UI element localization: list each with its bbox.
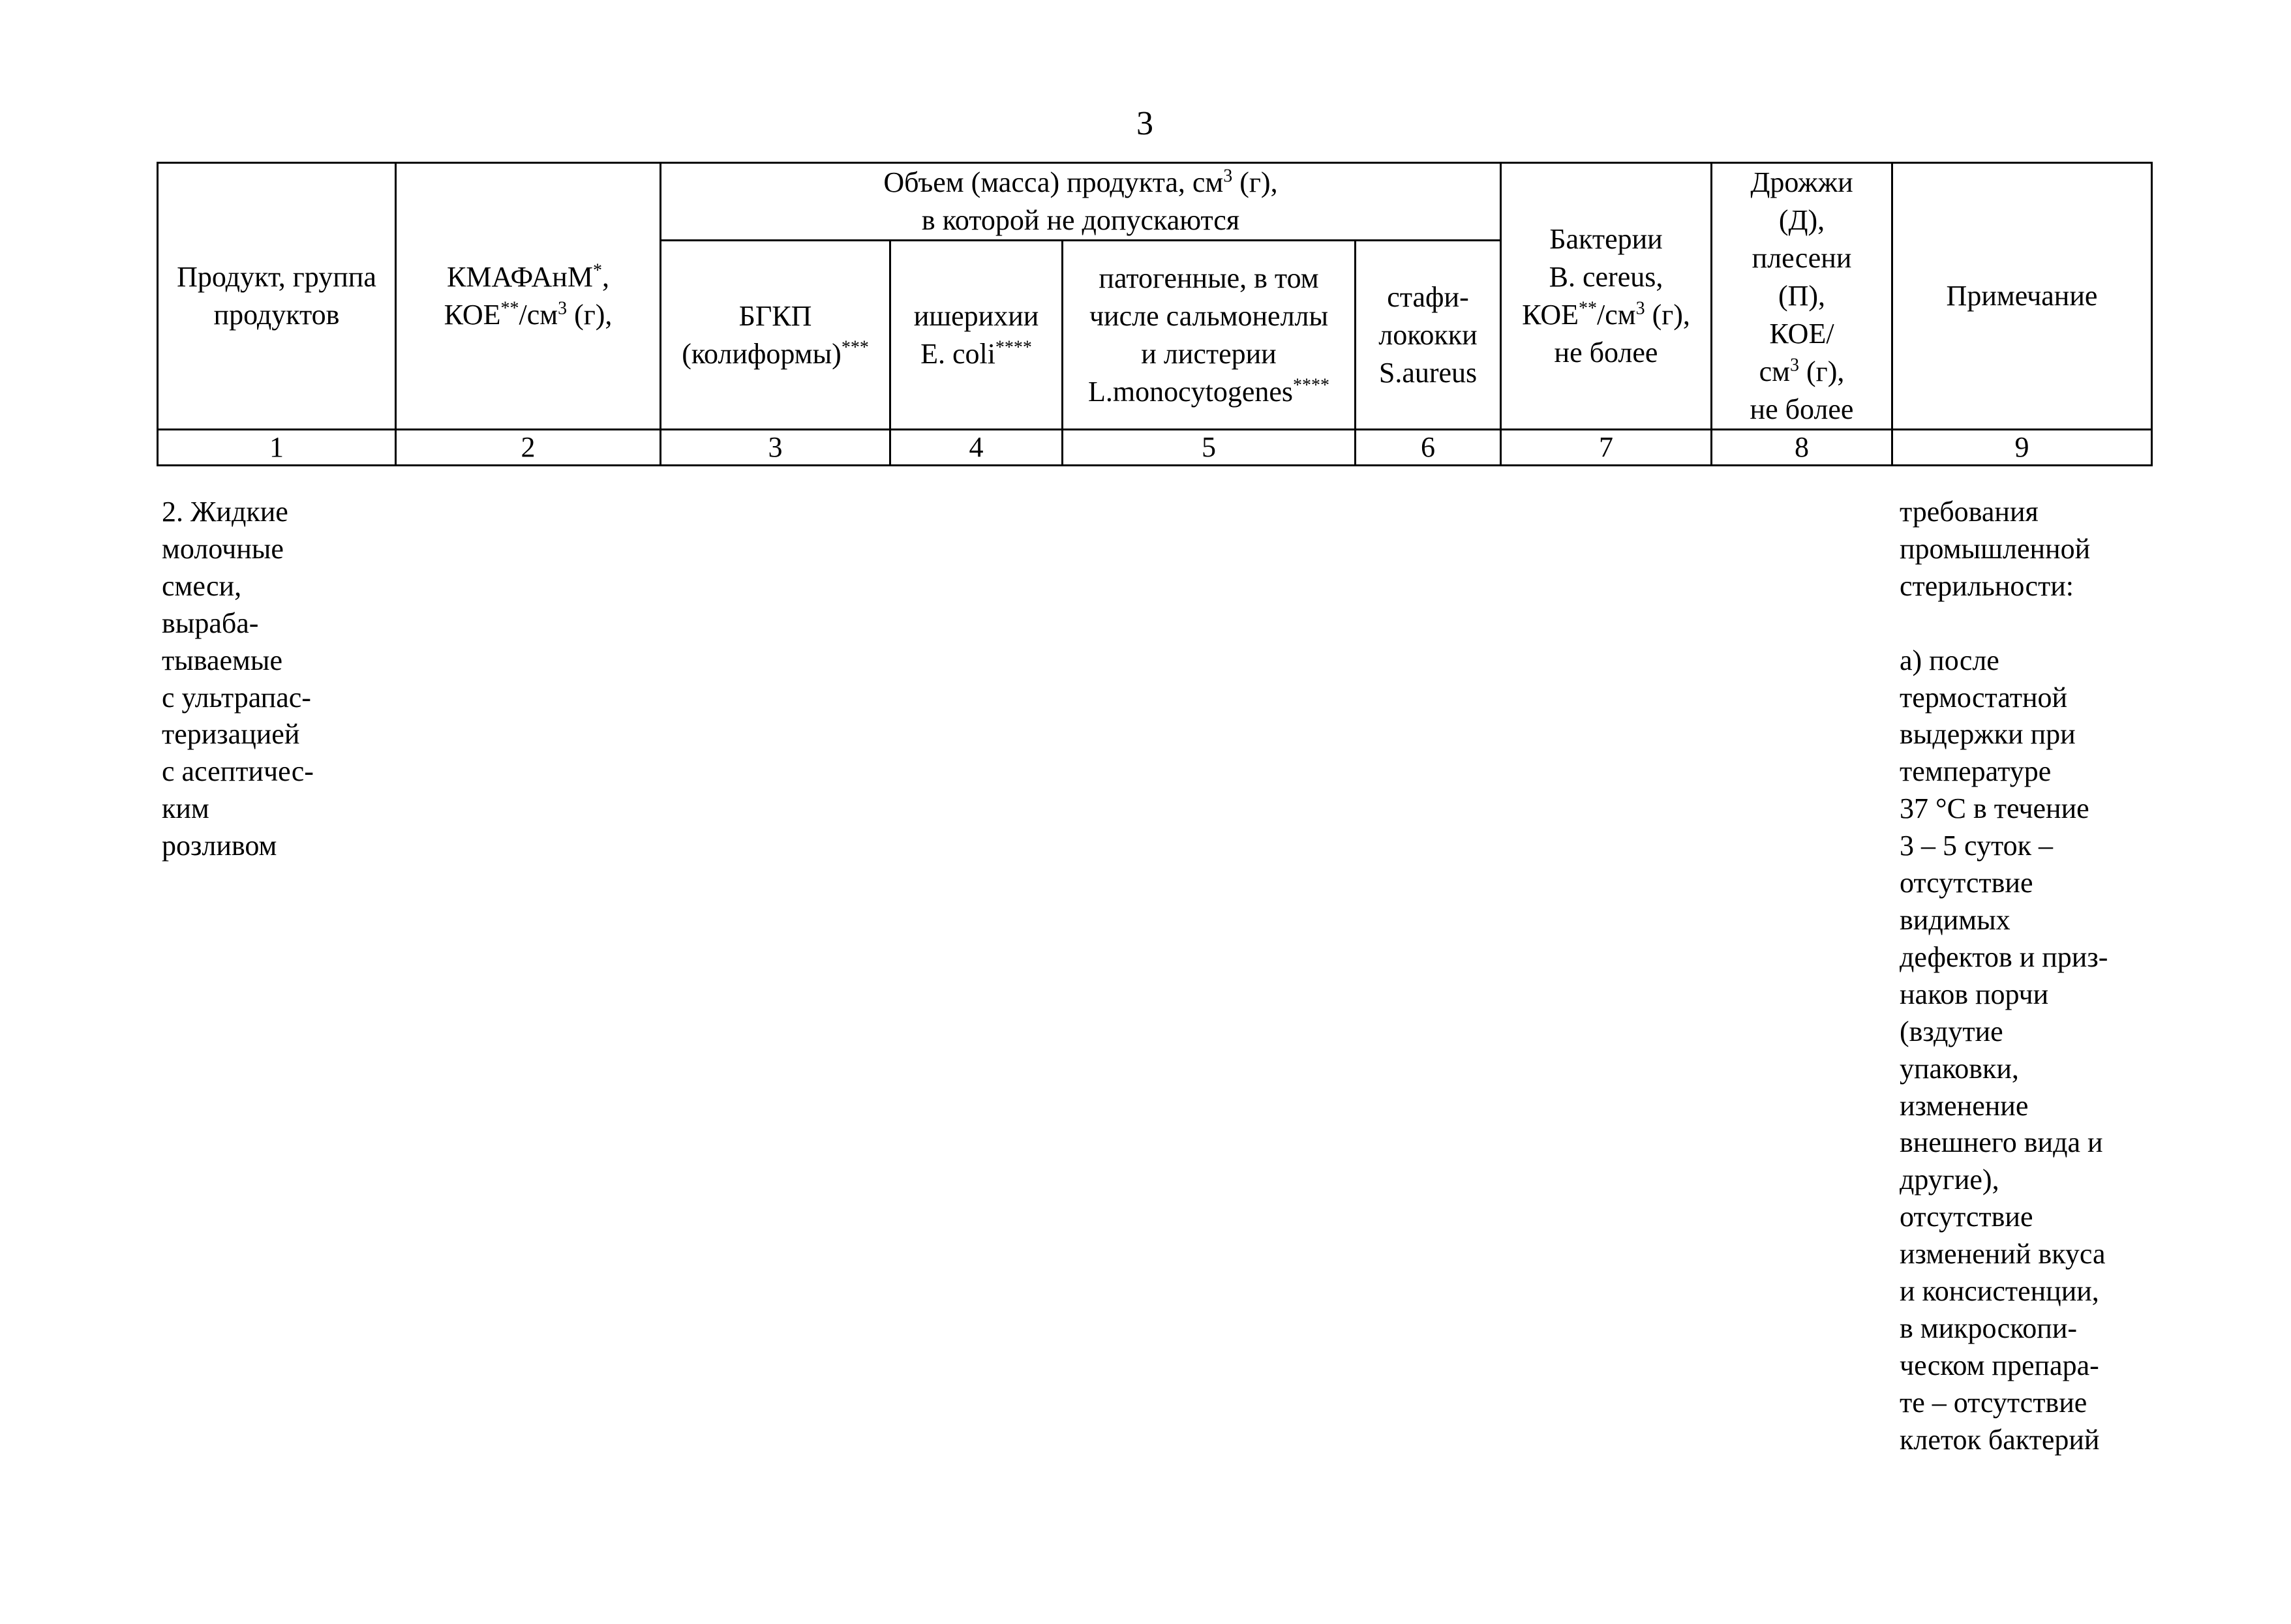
pathogens-line4 xyxy=(1065,373,1353,411)
volume-exponent: 3 xyxy=(1223,166,1233,187)
volume-line1-a: Объем (масса) продукта, см xyxy=(883,166,1224,198)
page-number: 3 xyxy=(1136,105,1153,142)
staph-line3: S.aureus xyxy=(1378,356,1478,389)
yeasts-line4: (П), xyxy=(1778,280,1826,312)
yeasts-unit-exponent: 3 xyxy=(1790,355,1799,376)
row-note-line: изменений вкуса xyxy=(1900,1238,2106,1271)
row-product-line: смеси, xyxy=(162,569,242,602)
column-number: 7 xyxy=(1501,430,1712,466)
yeasts-line7: не более xyxy=(1750,393,1854,425)
row-product-line: теризацией xyxy=(162,718,300,751)
yeasts-line2: (Д), xyxy=(1778,204,1825,236)
column-number: 9 xyxy=(1892,430,2152,466)
kmafanm-unit-exponent: 3 xyxy=(558,298,568,319)
row-note-line: а) после xyxy=(1900,644,1999,676)
header-ecoli xyxy=(890,241,1063,430)
row-product-line: тываемые xyxy=(162,644,282,676)
row-note-line: внешнего вида и xyxy=(1900,1126,2103,1159)
bcereus-line1: Бактерии xyxy=(1549,223,1663,255)
row-product-line: ким xyxy=(162,792,209,825)
row-note-line: отсутствие xyxy=(1900,1201,2033,1233)
row-product-line: выраба- xyxy=(162,607,259,639)
bcereus-unit-a: КОЕ xyxy=(1522,299,1579,331)
row-note-line xyxy=(1900,605,2108,642)
row-note-line: термостатной xyxy=(1900,681,2068,714)
staph-line1: стафи- xyxy=(1387,280,1469,313)
row-note-line: видимых xyxy=(1900,903,2010,936)
staph-line2: лококки xyxy=(1378,318,1478,351)
row-note-line: упаковки, xyxy=(1900,1052,2019,1085)
header-pathogens xyxy=(1063,241,1356,430)
row-note-line: другие), xyxy=(1900,1164,1999,1196)
bgkp-footnote-mark: *** xyxy=(841,337,869,357)
row-product-line: с ультрапас- xyxy=(162,681,311,714)
row-note-line: отсутствие xyxy=(1900,867,2033,899)
pathogens-label: L.monocytogenes xyxy=(1087,375,1294,408)
column-number: 1 xyxy=(158,430,396,466)
row-note-text xyxy=(1900,494,2108,1459)
bcereus-unit-b: /см xyxy=(1596,299,1636,331)
header-yeasts xyxy=(1712,163,1892,430)
header-volume-line2: в которой не допускаются xyxy=(921,204,1240,236)
column-number: 8 xyxy=(1712,430,1892,466)
row-note-line: выдержки при xyxy=(1900,718,2076,751)
row-product-line: молочные xyxy=(162,532,284,565)
ecoli-line1: ишерихии xyxy=(913,299,1039,332)
row-product-line: розливом xyxy=(162,830,277,862)
kmafanm-unit-c: (г), xyxy=(567,299,613,331)
yeasts-unit-b: (г), xyxy=(1799,355,1845,387)
column-numbers-row xyxy=(158,430,2152,466)
bcereus-line3 xyxy=(1503,296,1709,334)
bcereus-line4: не более xyxy=(1554,337,1658,368)
kmafanm-footnote-mark: * xyxy=(592,260,602,281)
row-note-line: ческом препара- xyxy=(1900,1349,2099,1381)
yeasts-line5: КОЕ/ xyxy=(1769,318,1834,350)
row-note-line: изменение xyxy=(1900,1089,2029,1122)
column-number: 3 xyxy=(661,430,890,466)
row-note-line: требования xyxy=(1900,496,2039,528)
bcereus-unit-exponent: 3 xyxy=(1635,298,1645,319)
yeasts-unit-a: см xyxy=(1759,355,1790,387)
bgkp-line2 xyxy=(663,335,888,373)
row-note-line: в микроскопи- xyxy=(1900,1312,2078,1344)
header-bcereus xyxy=(1501,163,1712,430)
row-note-line: наков порчи xyxy=(1900,978,2049,1010)
column-number: 5 xyxy=(1063,430,1356,466)
pathogens-line1: патогенные, в том xyxy=(1099,262,1319,294)
bcereus-unit-footnote-mark: ** xyxy=(1578,298,1597,319)
header-volume-line1 xyxy=(663,164,1498,202)
row-note-line: и консистенции, xyxy=(1900,1275,2099,1308)
header-note: Примечание xyxy=(1892,163,2152,430)
row-note-line: стерильности: xyxy=(1900,569,2074,602)
volume-line1-b: (г), xyxy=(1232,166,1278,198)
row-note-line: те – отсутствие xyxy=(1900,1386,2087,1419)
column-number: 4 xyxy=(890,430,1063,466)
yeasts-line6 xyxy=(1714,353,1890,391)
kmafanm-unit-b: /см xyxy=(519,299,558,331)
bcereus-line2: B. cereus, xyxy=(1549,261,1663,293)
column-number: 6 xyxy=(1356,430,1501,466)
row-note-line: 3 – 5 суток – xyxy=(1900,830,2053,862)
yeasts-line1: Дрожжи xyxy=(1750,166,1853,198)
header-kmafanm-line1 xyxy=(398,258,658,296)
bgkp-label: (колиформы) xyxy=(682,337,842,370)
pathogens-line3: и листерии xyxy=(1141,337,1277,370)
bgkp-line1: БГКП xyxy=(738,299,812,332)
row-product-line: 2. Жидкие xyxy=(162,496,288,528)
row-product-text xyxy=(162,494,314,865)
header-staph xyxy=(1356,241,1501,430)
kmafanm-comma: , xyxy=(601,261,609,293)
header-volume-group xyxy=(661,163,1501,241)
row-note-line: промышленной xyxy=(1900,532,2091,565)
header-product xyxy=(158,163,396,430)
pathogens-line2: числе сальмонеллы xyxy=(1089,299,1329,332)
pathogens-footnote-mark: **** xyxy=(1293,374,1330,395)
row-note-line: (вздутие xyxy=(1900,1015,2003,1047)
kmafanm-unit-footnote-mark: ** xyxy=(500,298,519,319)
column-number: 2 xyxy=(396,430,661,466)
row-note-line: 37 °C в течение xyxy=(1900,792,2089,825)
row-note-line: клеток бактерий xyxy=(1900,1423,2100,1456)
ecoli-label: E. coli xyxy=(920,337,995,370)
header-bgkp xyxy=(661,241,890,430)
yeasts-line3: плесени xyxy=(1752,242,1852,274)
header-kmafanm xyxy=(396,163,661,430)
header-kmafanm-line2 xyxy=(398,296,658,334)
row-product-line: с асептичес- xyxy=(162,755,314,788)
row-note-line: температуре xyxy=(1900,755,2052,788)
header-table xyxy=(157,162,2153,466)
row-note-line: дефектов и приз- xyxy=(1900,940,2108,973)
kmafanm-unit-a: КОЕ xyxy=(444,299,501,331)
header-product-line1: Продукт, группа xyxy=(177,261,376,293)
ecoli-line2 xyxy=(892,335,1060,373)
header-product-line2: продуктов xyxy=(213,299,340,331)
ecoli-footnote-mark: **** xyxy=(995,337,1032,357)
bcereus-unit-c: (г), xyxy=(1645,299,1690,331)
kmafanm-label: КМАФАнМ xyxy=(447,261,593,293)
